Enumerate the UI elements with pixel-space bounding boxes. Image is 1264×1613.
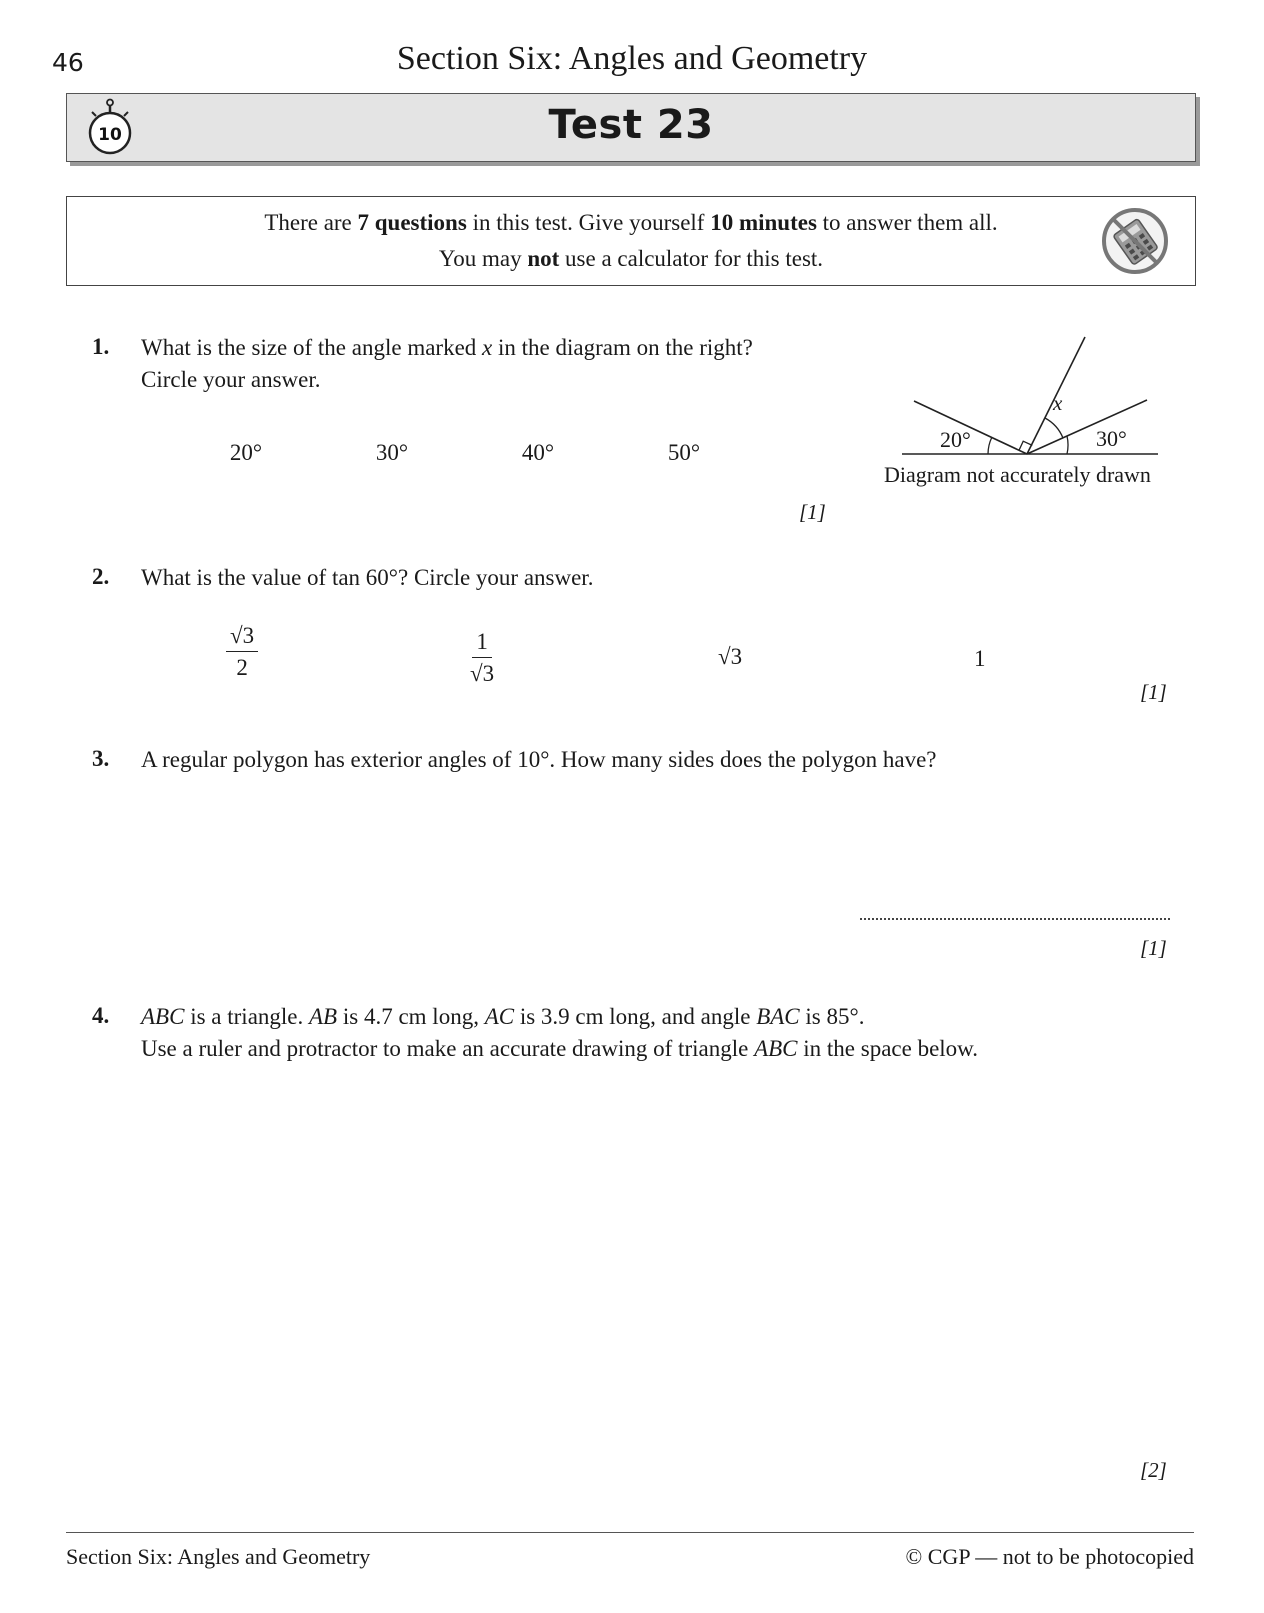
angle-label-20: 20° [940, 427, 971, 452]
question-2-number: 2. [92, 564, 110, 589]
section-heading: Section Six: Angles and Geometry [396, 40, 868, 77]
answer-line[interactable] [860, 910, 1170, 920]
question-1-line-2: Circle your answer. [141, 367, 321, 392]
question-4-text-part: Use a ruler and protractor to make an accurate drawing of triangle [141, 1036, 755, 1061]
footer-section: Section Six: Angles and Geometry [66, 1544, 371, 1569]
fraction [226, 624, 258, 679]
q1-option-40[interactable]: 40° [521, 440, 555, 465]
ray-right [1027, 400, 1147, 454]
angle-arc-x [1045, 418, 1063, 438]
no-calculator-icon [1101, 207, 1169, 275]
instructions-line-2 [67, 246, 1195, 272]
q2-option-sqrt3[interactable]: √3 [718, 644, 743, 669]
question-4-line-2 [141, 1033, 978, 1065]
question-4-marks: [2] [1140, 1458, 1167, 1482]
footer-copyright: © CGP — not to be photocopied [905, 1544, 1194, 1569]
q2-option-1-over-sqrt3[interactable] [470, 630, 494, 685]
question-4-line-1 [141, 1001, 978, 1033]
question-3-text: A regular polygon has exterior angles of 10°. How many sides does the polygon have? [141, 747, 937, 772]
question-4-text [141, 1001, 978, 1065]
test-title: Test 23 [548, 102, 714, 148]
drawing-space[interactable] [141, 1080, 1171, 1440]
q2-option-sqrt3-over-2[interactable] [226, 624, 258, 679]
question-1-line-1 [141, 332, 753, 364]
question-4-text-part: is 4.7 cm long, [337, 1004, 485, 1029]
instructions-box [66, 196, 1196, 286]
time-limit: 10 minutes [710, 210, 817, 235]
question-2-marks: [1] [1140, 680, 1167, 704]
question-4-text-part: is 85°. [799, 1004, 865, 1029]
fraction-numerator: √3 [226, 624, 258, 652]
angle-arc-30 [1067, 436, 1068, 454]
q1-option-20[interactable]: 20° [229, 440, 263, 465]
angle-bac: BAC [756, 1004, 800, 1029]
triangle-name: ABC [141, 1004, 185, 1029]
question-1-text-part: in the diagram on the right? [492, 335, 753, 360]
q2-option-1[interactable]: 1 [974, 646, 986, 671]
page-number: 46 [52, 48, 84, 77]
instructions-emphasis: not [527, 246, 560, 271]
side-ac: AC [484, 1004, 515, 1029]
timer-minutes: 10 [98, 125, 122, 145]
question-3-marks: [1] [1140, 936, 1167, 960]
question-1-text [141, 332, 753, 396]
test-title-bar [66, 93, 1196, 162]
question-count: 7 questions [357, 210, 467, 235]
angle-arc-20 [988, 437, 992, 454]
triangle-name: ABC [754, 1036, 798, 1061]
footer-divider [66, 1532, 1194, 1533]
instructions-text: You may [438, 246, 528, 271]
question-2-text: What is the value of tan 60°? Circle your answer. [141, 565, 594, 590]
instructions-text: use a calculator for this test. [559, 246, 824, 271]
question-1-number: 1. [92, 334, 110, 359]
question-1-text-part: What is the size of the angle marked [141, 335, 483, 360]
instructions-text: There are [264, 210, 358, 235]
question-1-marks: [1] [799, 500, 826, 524]
q1-option-30[interactable]: 30° [375, 440, 409, 465]
question-3-number: 3. [92, 746, 110, 771]
fraction [470, 630, 494, 685]
question-4-text-part: is a triangle. [184, 1004, 309, 1029]
fraction-denominator: 2 [236, 655, 248, 680]
instructions-line-1 [67, 210, 1195, 236]
angle-label-30: 30° [1096, 426, 1127, 451]
fraction-numerator: 1 [472, 630, 492, 658]
question-4-text-part: is 3.9 cm long, and angle [514, 1004, 757, 1029]
question-4-number: 4. [92, 1003, 110, 1028]
question-1-variable: x [482, 335, 493, 360]
instructions-text: to answer them all. [816, 210, 998, 235]
question-4-text-part: in the space below. [797, 1036, 979, 1061]
diagram-caption: Diagram not accurately drawn [884, 462, 1151, 487]
instructions-text: in this test. Give yourself [466, 210, 711, 235]
angle-label-x: x [1053, 391, 1063, 415]
fraction-denominator: √3 [470, 661, 495, 686]
side-ab: AB [309, 1004, 338, 1029]
q1-option-50[interactable]: 50° [667, 440, 701, 465]
